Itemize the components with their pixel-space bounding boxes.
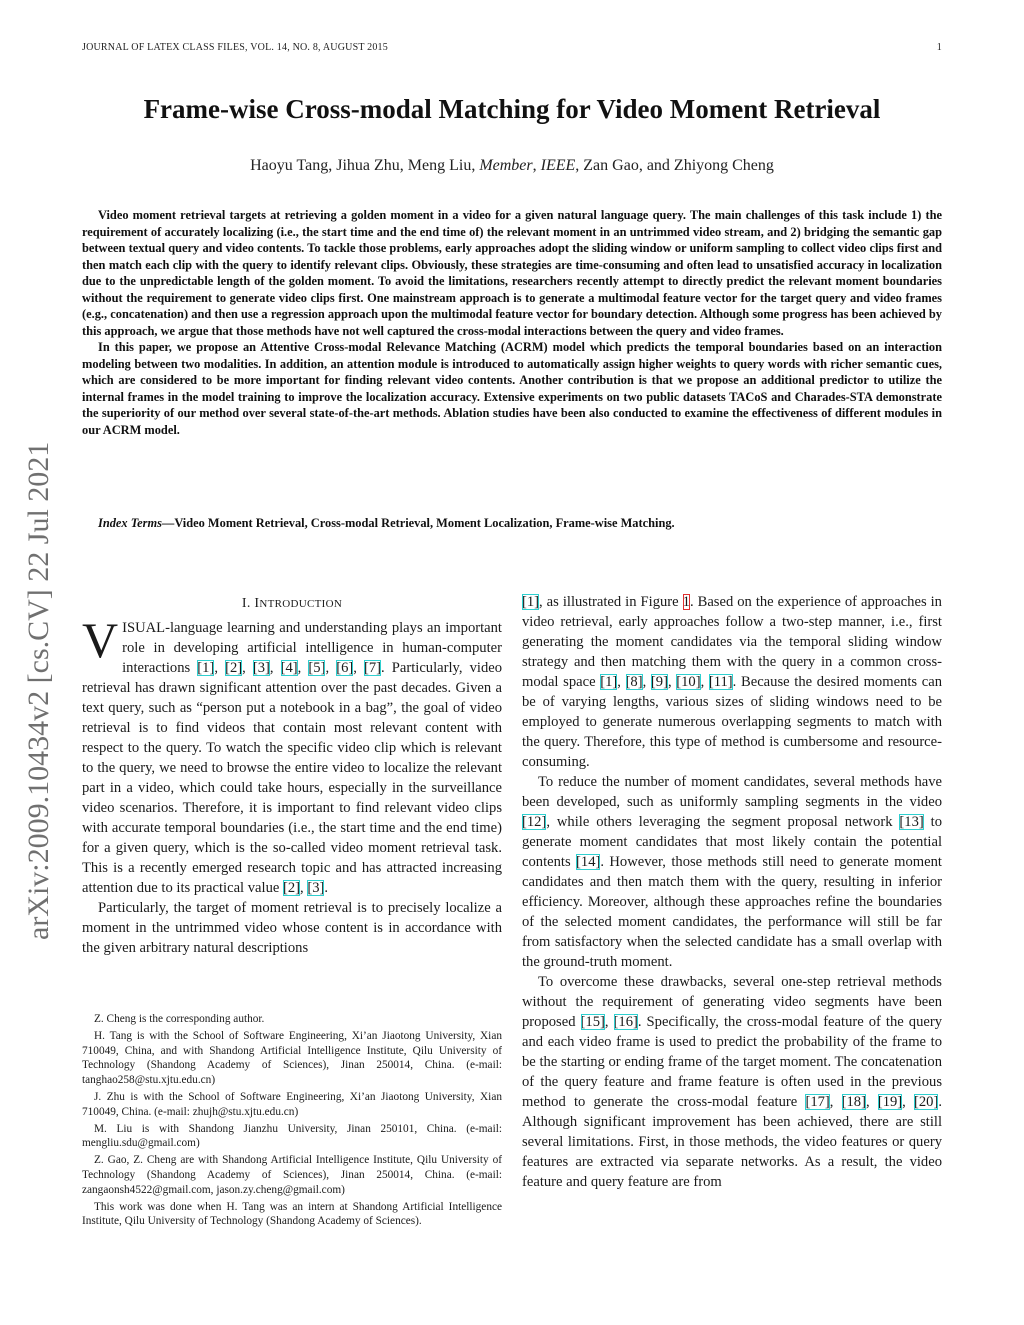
paper-title: Frame-wise Cross-modal Matching for Video Moment Retrieval [143, 94, 881, 124]
right-column [522, 592, 942, 1192]
citation-link[interactable]: [17] [805, 1094, 830, 1110]
section-heading-introduction [82, 594, 502, 614]
section-number: I. [241, 596, 255, 611]
citation-link[interactable]: [7] [363, 660, 382, 676]
footnote: Z. Cheng is the corresponding author. [94, 1013, 265, 1025]
citation-link[interactable]: [5] [308, 660, 326, 676]
citation-link[interactable]: [1] [197, 660, 215, 676]
citation-link[interactable]: [2] [225, 660, 243, 676]
citation-link[interactable]: [13] [899, 814, 924, 830]
citation-link[interactable]: [11] [708, 674, 733, 690]
intro-paragraph-2: Particularly, the target of moment retrieval is to precisely localize a moment in the untrimmed video whose content is in accordance with the given arbitrary natural descriptions [82, 900, 502, 956]
journal-header: JOURNAL OF LATEX CLASS FILES, VOL. 14, NO. 8, AUGUST 2015 [82, 42, 388, 53]
author-sep: , [532, 157, 541, 174]
index-terms-text: —Video Moment Retrieval, Cross-modal Retrieval, Moment Localization, Frame-wise Matching. [161, 516, 675, 530]
citation-link[interactable]: [10] [676, 674, 701, 690]
citation-link[interactable]: [2] [283, 880, 301, 896]
intro-text: , while others leveraging the segment proposal network [546, 814, 900, 830]
intro-paragraph-1: VISUAL-language learning and understanding plays an important role in developing artificial intelligence in human-computer interactions [1], [2], [3], [4], [5], [6], [7]. Particularly, video retrieval has drawn significant attention over the past decades. Given a text query, such as “person put a notebook in a bag”, the goal of video retrieval is to find videos that contain most relevant content with respect to the query. To watch the specific video clip which is relevant to the query, we need to browse the entire video to localize the relevant part in a video, which could take hours, especially in the surveillance video scenarios. Therefore, it is important to find relevant video clips with accurate temporal boundaries (i.e., the start time and the end time) for a given query, which is the so-called video moment retrieval task. This is a recently emerged research topic and has attracted increasing attention due to its practical value [2], [3]. [82, 612, 503, 896]
intro-text: . Although significant improvement has been achieved, there are still several limitations. First, in those methods, the video features or query features are extracted via separate networks. As a result, the video feature and query feature are from [522, 1094, 942, 1190]
left-column [82, 592, 502, 958]
citation-link[interactable]: [3] [307, 880, 325, 896]
footnote: This work was done when H. Tang was an intern at Shandong Artificial Intelligence Institute, Qilu University of Technology (Shandong Academy of Sciences). [82, 1200, 502, 1228]
citation-link[interactable]: [3] [252, 660, 270, 676]
citation-link[interactable]: [20] [914, 1094, 939, 1110]
arxiv-identifier[interactable]: arXiv:2009.10434v2 [cs.CV] 22 Jul 2021 [22, 441, 55, 940]
figure-link[interactable]: 1 [682, 594, 690, 610]
citation-link[interactable]: [16] [613, 1014, 638, 1030]
section-title-rest: NTRODUCTION [259, 598, 343, 610]
intro-text: to generate moment candidates that most likely contain the potential contents [522, 814, 943, 870]
footnote: J. Zhu is with the School of Software Engineering, Xi’an Jiaotong University, Xian 710049, China. (e-mail: zhujh@stu.xjtu.edu.cn) [82, 1090, 502, 1118]
intro-paragraph-5: To overcome these drawbacks, several one-step retrieval methods without the requirement of generating video segments have been proposed [15], [16]. Specifically, the cross-modal feature of the query and each video frame is used to predict the probability of the frame to be the starting or ending frame of the target moment. The concatenation of the query feature and frame feature is often used in the previous method to generate the cross-modal feature [17], [18], [19], [20]. Although significant improvement has been achieved, there are still several limitations. First, in those methods, the video features or query features are extracted via separate networks. As a result, the video feature and query feature are from [522, 974, 942, 1190]
index-terms [82, 516, 942, 531]
ieee-label: IEEE [540, 157, 576, 174]
footnote: H. Tang is with the School of Software Engineering, Xi’an Jiaotong University, Xian 710049, China, and with Shandong Artificial Intelligence Institute, Qilu University of Technology (Shandong Academy of Sciences), Jinan 250014, China. (e-mail: tanghao258@stu.xjtu.edu.cn) [82, 1029, 502, 1087]
running-head [82, 42, 942, 53]
section-title-initial: I [254, 596, 260, 611]
page-number: 1 [936, 42, 942, 53]
intro-text: . Specifically, the cross-modal feature of the query and each video frame is used to predict the probability of the frame to be the starting or ending frame of the target moment. The concatenation of the query feature and frame feature is often used in the previous method to generate the cross-modal feature [522, 1014, 942, 1110]
citation-link[interactable]: [8] [625, 674, 643, 690]
intro-text: . Particularly, video retrieval has drawn significant attention over the past decades. Given a text query, such as “person put a notebook in a bag”, the goal of video retrieval is to find videos that contain most relevant content with respect to the query. To watch the specific video clip which is relevant to the query, we need to browse the entire video to localize the relevant part in a video, which could take hours, especially in the surveillance video scenarios. Therefore, it is important to find relevant video clips with accurate temporal boundaries (i.e., the start time and the end time) for a given query, which is the so-called video moment retrieval task. This is a recently emerged research topic and has attracted increasing attention due to its practical value [82, 660, 503, 896]
intro-text: . Because the desired moments can be of varying lengths, various sizes of sliding windows need to be employed to generate numerous overlapping segments to match with the query. Therefore, this type of method is cumbersome and resource-consuming. [522, 674, 942, 770]
citation-link[interactable]: [15] [580, 1014, 605, 1030]
intro-text: To overcome these drawbacks, several one-step retrieval methods without the requirement of generating video segments have been proposed [522, 974, 942, 1030]
footnote: Z. Gao, Z. Cheng are with Shandong Artificial Intelligence Institute, Qilu University of Technology (Shandong Academy of Sciences), Jinan 250014, China. (e-mail: zangaonsh4522@gmail.com, jason.zy.cheng@gmail.com) [82, 1154, 502, 1196]
abstract-paragraph-1: Video moment retrieval targets at retrieving a golden moment in a video for a given natural language query. The main challenges of this task include 1) the requirement of accurately localizing (i.e., the start time and the end time of) the relevant moment in an untrimmed video stream, and 2) bridging the semantic gap between textual query and video contents. To tackle those problems, early approaches adopt the sliding window or uniform sampling to collect video clips first and then match each clip with the query to identify relevant clips. Obviously, these strategies are time-consuming and often lead to unsatisfied accuracy in localization due to the unpredictable length of the golden moment. To avoid the limitations, researchers recently attempt to directly predict the relevant moment boundaries without the requirement to generate video clips first. One mainstream approach is to generate a multimodal feature vector for the target query and video frames (e.g., concatenation) and then use a regression approach upon the multimodal feature vector for boundary detection. Although some progress has been achieved by this approach, we argue that those methods have not well captured the cross-modal interactions between the query and video frames. [82, 208, 942, 338]
author-names-rest: , Zan Gao, and Zhiyong Cheng [575, 157, 774, 174]
citation-link[interactable]: [1] [600, 674, 618, 690]
intro-text: To reduce the number of moment candidates, several methods have been developed, such as uniformly sampling segments in the video [522, 774, 942, 810]
citation-link[interactable]: [14] [576, 854, 601, 870]
author-names: Haoyu Tang, Jihua Zhu, Meng Liu, [250, 157, 480, 174]
intro-text: , as illustrated in Figure [539, 594, 683, 610]
citation-link[interactable]: [19] [877, 1094, 903, 1110]
citation-link[interactable]: [9] [650, 674, 668, 690]
member-label: Member [479, 157, 533, 174]
intro-text: . However, those methods still need to generate moment candidates and then match them with the query, resulting in inferior efficiency. Moreover, although these approaches refine the boundaries of the selected moment candidates, the performance will still be far from satisfactory when the selected candidate has a small overlap with the ground-truth moment. [522, 854, 942, 970]
citation-link[interactable]: [1] [522, 594, 540, 610]
citation-link[interactable]: [18] [841, 1094, 866, 1110]
citation-link[interactable]: [12] [522, 814, 547, 830]
intro-text: . Based on the experience of approaches in video retrieval, early approaches follow a two-step manner, i.e., first generating the moment candidates via the temporal sliding window strategy and then matching them with the query in a common cross-modal space [522, 594, 942, 690]
citation-link[interactable]: [6] [336, 660, 354, 676]
abstract-paragraph-2: In this paper, we propose an Attentive Cross-modal Relevance Matching (ACRM) model which predicts the temporal boundaries based on an interaction modeling between two modalities. In addition, an attention module is introduced to automatically assign higher weights to query words with richer semantic cues, which are considered to be more important for finding relevant video contents. Another contribution is that we propose an additional predictor to utilize the internal frames in the model training to improve the localization accuracy. Extensive experiments on two public datasets TACoS and Charades-STA demonstrate the superiority of our method over several state-of-the-art methods. Ablation studies have been also conducted to examine the effectiveness of different modules in our ACRM model. [82, 340, 942, 437]
abstract [82, 207, 942, 438]
dropcap-letter: V [82, 612, 119, 668]
intro-text: ISUAL-language learning and understanding plays an important role in developing artificial intelligence in human-computer interactions [122, 620, 502, 676]
index-terms-label: Index Terms [98, 516, 162, 530]
intro-text: . [324, 880, 329, 896]
footnote: M. Liu is with Shandong Jianzhu University, Jinan 250101, China. (e-mail: mengliu.sdu@gmail.com) [82, 1122, 502, 1150]
intro-paragraph-4 [522, 772, 942, 972]
intro-paragraph-3: [1], as illustrated in Figure 1. Based on the experience of approaches in video retrieval, early approaches follow a two-step manner, i.e., first generating the moment candidates via the temporal sliding window strategy and then matching them with the query in a common cross-modal space [1], [8], [9], [10], [11]. Because the desired moments can be of varying lengths, various sizes of sliding windows need to be employed to generate numerous overlapping segments to match with the query. Therefore, this type of method is cumbersome and resource-consuming. [522, 594, 942, 770]
footnotes [82, 1012, 502, 1231]
author-list [60, 157, 964, 175]
citation-link[interactable]: [4] [280, 660, 298, 676]
